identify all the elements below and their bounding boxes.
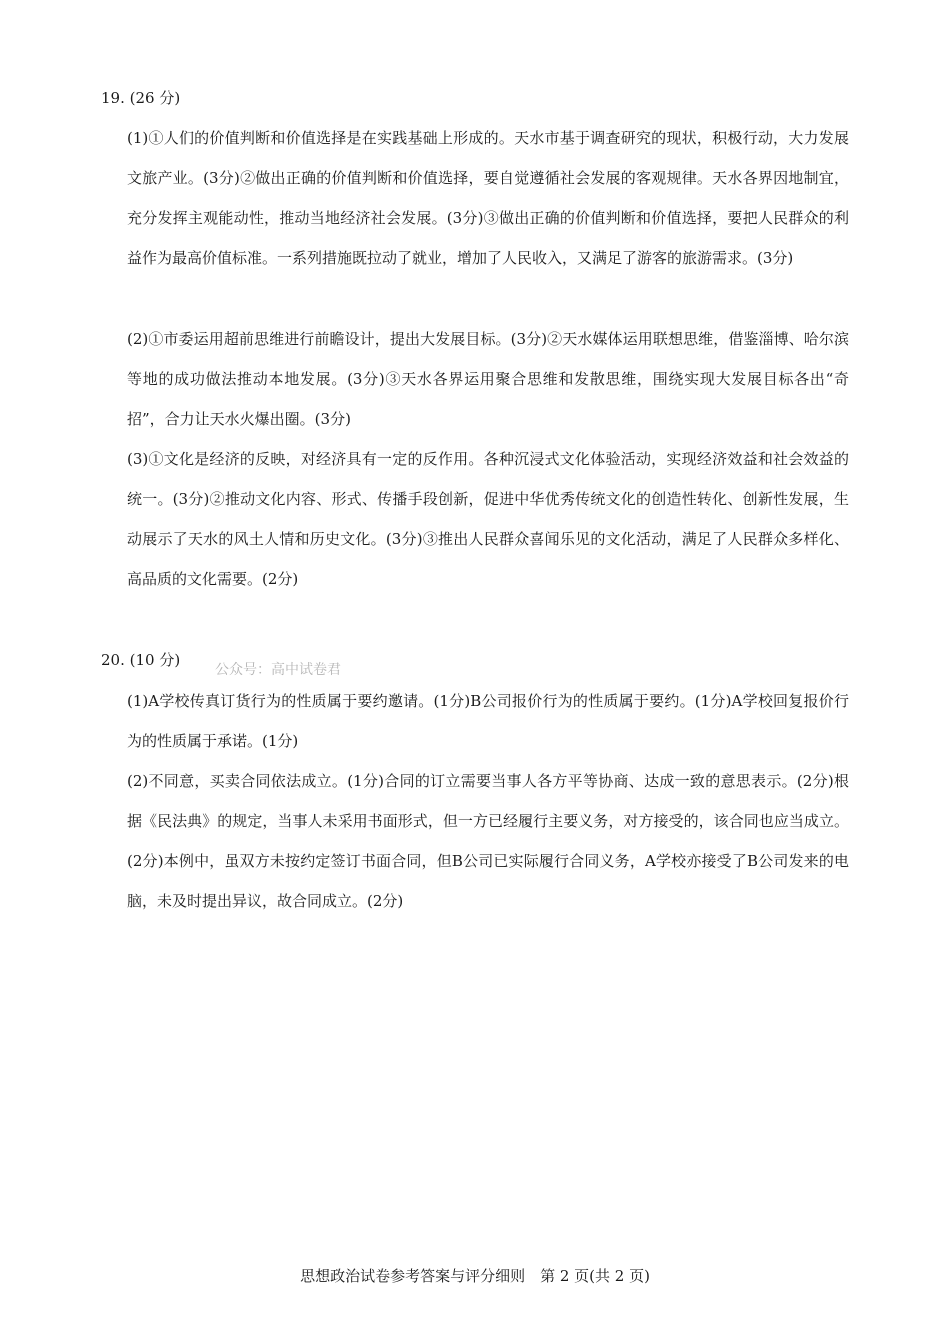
question-19-part-3: (3)①文化是经济的反映，对经济具有一定的反作用。各种沉浸式文化体验活动，实现经济效益和社会效益的统一。(3分)②推动文化内容、形式、传播手段创新，促进中华优秀传统文化的创造性转化、创新性发展，生动展示了天水的风土人情和历史文化。(3分)③推出人民群众喜闻乐见的文化活动，满足了人民群众多样化、高品质的文化需要。(2分)	[127, 450, 849, 588]
page-footer: 思想政治试卷参考答案与评分细则 第 2 页(共 2 页)	[300, 1267, 650, 1285]
watermark-text: 公众号：高中试卷君	[215, 662, 341, 678]
question-20-heading: 20. (10 分)	[101, 651, 181, 669]
question-19-part-1: (1)①人们的价值判断和价值选择是在实践基础上形成的。天水市基于调查研究的现状，积极行动，大力发展文旅产业。(3分)②做出正确的价值判断和价值选择，要自觉遵循社会发展的客观规律。天水各界因地制宜，充分发挥主观能动性，推动当地经济社会发展。(3分)③做出正确的价值判断和价值选择，要把人民群众的利益作为最高价值标准。一系列措施既拉动了就业，增加了人民收入，又满足了游客的旅游需求。(3分)	[127, 129, 849, 267]
question-19-heading: 19. (26 分)	[101, 89, 181, 107]
question-20-part-2: (2)不同意，买卖合同依法成立。(1分)合同的订立需要当事人各方平等协商、达成一致的意思表示。(2分)根据《民法典》的规定，当事人未采用书面形式，但一方已经履行主要义务，对方接受的，该合同也应当成立。(2分)本例中，虽双方未按约定签订书面合同，但B公司已实际履行合同义务，A学校亦接受了B公司发来的电脑，未及时提出异议，故合同成立。(2分)	[127, 772, 849, 910]
question-19-part-2: (2)①市委运用超前思维进行前瞻设计，提出大发展目标。(3分)②天水媒体运用联想思维，借鉴淄博、哈尔滨等地的成功做法推动本地发展。(3分)③天水各界运用聚合思维和发散思维，围绕实现大发展目标各出“奇招”，合力让天水火爆出圈。(3分)	[127, 330, 849, 428]
question-20-part-1: (1)A学校传真订货行为的性质属于要约邀请。(1分)B公司报价行为的性质属于要约。(1分)A学校回复报价行为的性质属于承诺。(1分)	[127, 692, 849, 750]
